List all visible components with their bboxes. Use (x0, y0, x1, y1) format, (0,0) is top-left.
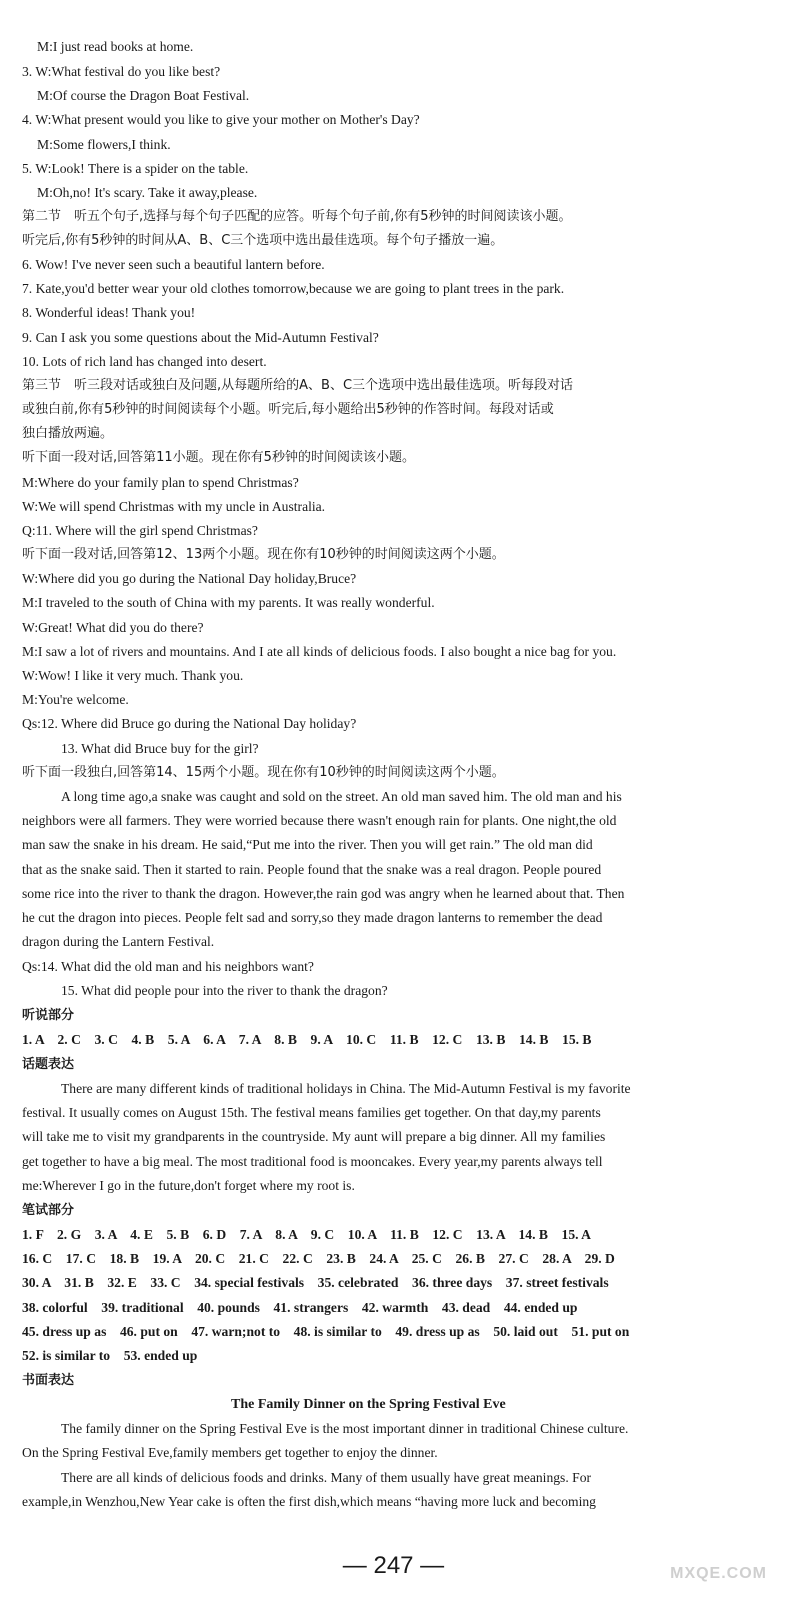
text-line: 7. Kate,you'd better wear your old clothes tomorrow,because we are going to plant trees in the park. (22, 281, 565, 296)
answer-line: 30. A 31. B 32. E 33. C 34. special festivals 35. celebrated 36. three days 37. street festivals (22, 1275, 609, 1290)
text-line: There are all kinds of delicious foods and drinks. Many of them usually have great meanings. For (61, 1470, 592, 1485)
text-line: 听下面一段对话,回答第12、13两个小题。现在你有10秒钟的时间阅读这两个小题。 (22, 547, 505, 562)
text-line: The family dinner on the Spring Festival Eve is the most important dinner in traditional Chinese culture. (61, 1421, 629, 1436)
text-line: Qs:14. What did the old man and his neighbors want? (22, 959, 314, 974)
text-line: M:I saw a lot of rivers and mountains. And I ate all kinds of delicious foods. I also bought a nice bag for you. (22, 644, 617, 659)
answer-line: 38. colorful 39. traditional 40. pounds 41. strangers 42. warmth 43. dead 44. ended up (22, 1300, 578, 1315)
text-line: 10. Lots of rich land has changed into desert. (22, 354, 267, 369)
text-line: dragon during the Lantern Festival. (22, 934, 215, 949)
text-line: 3. W:What festival do you like best? (22, 64, 221, 79)
answer-line: 1. F 2. G 3. A 4. E 5. B 6. D 7. A 8. A 9. C 10. A 11. B 12. C 13. A 14. B 15. A (22, 1227, 591, 1242)
text-line: M:You're welcome. (22, 692, 129, 707)
text-line: 听完后,你有5秒钟的时间从A、B、C三个选项中选出最佳选项。每个句子播放一遍。 (22, 233, 504, 248)
page-number: — 247 — (342, 1552, 445, 1579)
text-line: example,in Wenzhou,New Year cake is often the first dish,which means “having more luck and becoming (22, 1494, 596, 1509)
essay-title: The Family Dinner on the Spring Festival Eve (231, 1397, 506, 1412)
text-line: me:Wherever I go in the future,don't forget where my root is. (22, 1178, 355, 1193)
text-line: will take me to visit my grandparents in the countryside. My aunt will prepare a big dinner. All my families (22, 1129, 606, 1144)
text-line: M:I traveled to the south of China with my parents. It was really wonderful. (22, 595, 435, 610)
text-line: 独白播放两遍。 (22, 426, 114, 441)
text-line: 第二节 听五个句子,选择与每个句子匹配的应答。听每个句子前,你有5秒钟的时间阅读该小题。 (22, 209, 572, 224)
text-line: neighbors were all farmers. They were worried because there wasn't enough rain for plants. One night,the old (22, 813, 617, 828)
text-line: W:Great! What did you do there? (22, 620, 204, 635)
text-line: man saw the snake in his dream. He said,“Put me into the river. Then you will get rain.” The old man did (22, 837, 593, 852)
watermark: MXQE.COM (670, 1565, 767, 1582)
text-line: 8. Wonderful ideas! Thank you! (22, 305, 196, 320)
text-line: 听下面一段独白,回答第14、15两个小题。现在你有10秒钟的时间阅读这两个小题。 (22, 765, 505, 780)
text-line: M:Some flowers,I think. (37, 137, 171, 152)
text-line: 13. What did Bruce buy for the girl? (61, 741, 259, 756)
text-line: he cut the dragon into pieces. People felt sad and sorry,so they made dragon lanterns to remember the dead (22, 910, 603, 925)
text-line: 6. Wow! I've never seen such a beautiful lantern before. (22, 257, 325, 272)
text-line: W:Wow! I like it very much. Thank you. (22, 668, 244, 683)
text-line: some rice into the river to thank the dragon. However,the rain god was angry when he learned about that. Then (22, 886, 625, 901)
text-line: M:I just read books at home. (37, 39, 194, 54)
text-line: 5. W:Look! There is a spider on the table. (22, 161, 249, 176)
text-line: M:Where do your family plan to spend Christmas? (22, 475, 299, 490)
answer-line: 1. A 2. C 3. C 4. B 5. A 6. A 7. A 8. B 9. A 10. C 11. B 12. C 13. B 14. B 15. B (22, 1032, 592, 1047)
text-line: W:We will spend Christmas with my uncle in Australia. (22, 499, 326, 514)
text-line: 或独白前,你有5秒钟的时间阅读每个小题。听完后,每小题给出5秒钟的作答时间。每段对话或 (22, 402, 554, 417)
answer-line: 52. is similar to 53. ended up (22, 1348, 198, 1363)
section-heading: 话题表达 (22, 1057, 75, 1072)
text-line: 9. Can I ask you some questions about the Mid-Autumn Festival? (22, 330, 379, 345)
text-line: M:Of course the Dragon Boat Festival. (37, 88, 250, 103)
text-line: 第三节 听三段对话或独白及问题,从每题所给的A、B、C三个选项中选出最佳选项。听每段对话 (22, 378, 574, 393)
text-line: A long time ago,a snake was caught and sold on the street. An old man saved him. The old man and his (61, 789, 622, 804)
text-line: 4. W:What present would you like to give your mother on Mother's Day? (22, 112, 420, 127)
section-heading: 书面表达 (22, 1373, 75, 1388)
text-line: M:Oh,no! It's scary. Take it away,please. (37, 185, 258, 200)
answer-line: 16. C 17. C 18. B 19. A 20. C 21. C 22. C 23. B 24. A 25. C 26. B 27. C 28. A 29. D (22, 1251, 615, 1266)
text-line: festival. It usually comes on August 15th. The festival means families get together. On that day,my parents (22, 1105, 601, 1120)
text-line: Q:11. Where will the girl spend Christmas? (22, 523, 258, 538)
text-line: 听下面一段对话,回答第11小题。现在你有5秒钟的时间阅读该小题。 (22, 450, 415, 465)
text-line: 15. What did people pour into the river to thank the dragon? (61, 983, 388, 998)
text-line: There are many different kinds of traditional holidays in China. The Mid-Autumn Festival is my favorite (61, 1081, 631, 1096)
text-line: Qs:12. Where did Bruce go during the National Day holiday? (22, 716, 357, 731)
text-line: that as the snake said. Then it started to rain. People found that the snake was a real dragon. People poured (22, 862, 602, 877)
section-heading: 笔试部分 (22, 1203, 75, 1218)
text-line: W:Where did you go during the National Day holiday,Bruce? (22, 571, 357, 586)
text-line: On the Spring Festival Eve,family members get together to enjoy the dinner. (22, 1445, 438, 1460)
text-line: get together to have a big meal. The most traditional food is mooncakes. Every year,my parents always tell (22, 1154, 603, 1169)
answer-line: 45. dress up as 46. put on 47. warn;not to 48. is similar to 49. dress up as 50. laid out 51. put on (22, 1324, 630, 1339)
section-heading: 听说部分 (22, 1008, 75, 1023)
